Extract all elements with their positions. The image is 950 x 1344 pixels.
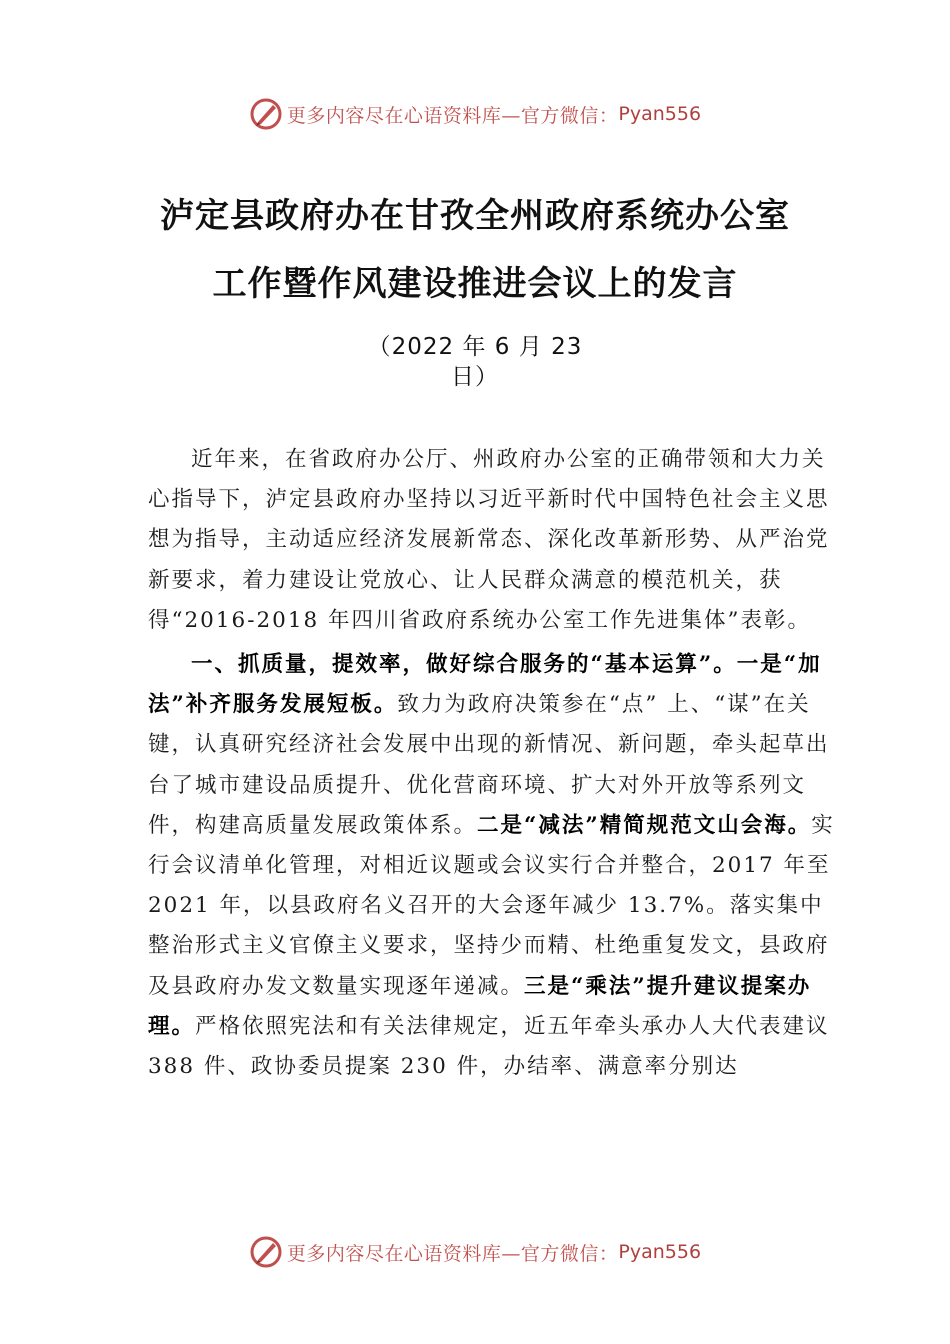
paragraph-intro: 近年来，在省政府办公厅、州政府办公室的正确带领和大力关心指导下，泸定县政府办坚持以习近平新时代中国特色社会主义思想为指导，主动适应经济发展新常态、深化改革新形势、从严治党新要求，着力建设让党放心、让人民群众满意的模范机关，获得“2016-2018 年四川省政府系统办公室工作先进集体”表彰。	[148, 447, 830, 633]
section-1-heading: 一、抓质量，提效率，做好综合服务的“基本运算”。一是“加法”补齐服务发展短板。	[148, 652, 822, 718]
pen-logo-icon	[249, 1235, 283, 1269]
watermark-text: 更多内容尽在心语资料库—官方微信：	[286, 104, 619, 127]
watermark-wechat-id: Pyan556	[618, 103, 702, 125]
section-2-text: 实行会议清单化管理，对相近议题或会议实行合并整合，2017 年至 2021 年，以县政府名义召开的大会逐年减少 13.7%。落实集中整治形式主义官僚主义要求，坚持少而精、杜绝重复发文，县政府及县政府办发文数量实现逐年递减。	[148, 812, 835, 999]
section-2-heading: 二是“减法”精简规范文山会海。	[477, 812, 812, 838]
date-line-1: （2022 年 6 月 23	[367, 334, 583, 360]
document-title-line-2: 工作暨作风建设推进会议上的发言	[212, 264, 738, 304]
watermark-header	[0, 94, 950, 134]
paragraph-section-1	[148, 645, 838, 1087]
section-3-text: 严格依照宪法和有关法律规定，近五年牵头承办人大代表建议 388 件、政协委员提案 230 件，办结率、满意率分别达	[148, 1013, 830, 1080]
pen-logo-icon	[249, 97, 283, 131]
date-line-2: 日）	[451, 364, 499, 390]
section-1-text: 致力为政府决策参在“点” 上、“谋”在关键，认真研究经济社会发展中出现的新情况、新问题，牵头起草出台了城市建设品质提升、优化营商环境、扩大对外开放等系列文件，构建高质量发展政策体系。	[148, 692, 830, 838]
watermark-text: 更多内容尽在心语资料库—官方微信：	[286, 1242, 619, 1265]
document-date	[0, 332, 950, 392]
document-body	[148, 440, 838, 1087]
document-title-line-1: 泸定县政府办在甘孜全州政府系统办公室	[160, 196, 790, 236]
section-3-heading: 三是“乘法”提升建议提案办理。	[148, 973, 812, 1039]
watermark-wechat-id: Pyan556	[618, 1241, 702, 1263]
watermark-footer	[0, 1232, 950, 1272]
